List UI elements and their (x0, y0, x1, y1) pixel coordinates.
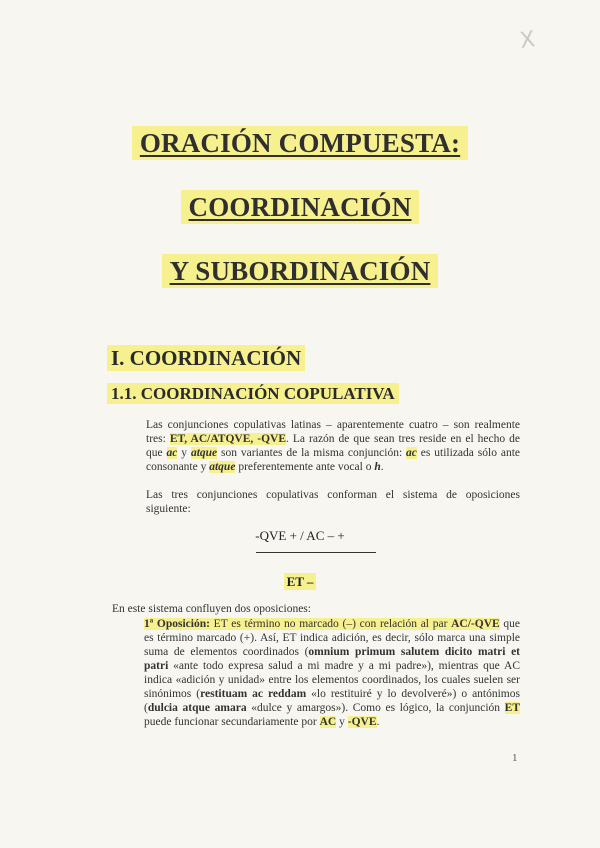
section-subheading: 1.1. COORDINACIÓN COPULATIVA (107, 384, 399, 404)
section-heading: I. COORDINACIÓN (107, 346, 305, 371)
title-text-1: ORACIÓN COMPUESTA: (132, 126, 468, 160)
et-line: ET – (0, 574, 600, 590)
formula-divider (256, 552, 376, 553)
page-number: 1 (512, 752, 518, 764)
opposition-1: 1ª Oposición: ET es término no marcado (–) con relación al par AC/-QVE que es término marcado (+). Así, ET indica adición, es decir, sólo marca una simple suma de elementos coordinados (omnium primum salutem dicito matri et patri «ante todo expresa salud a mi madre y a mi padre»), mientras que AC indica «adición y unidad» entre los elementos coordinados, los cuales suelen ser sinónimos (restituam ac reddam «lo restituiré y lo devolveré») o antónimos (dulcia atque amara «dulce y amargos»). Como es lógico, la conjunción ET puede funcionar secundariamente por AC y -QVE. (144, 618, 521, 728)
title-text-3: Y SUBORDINACIÓN (162, 254, 439, 288)
paragraph-1: Las conjunciones copulativas latinas – aparentemente cuatro – son realmente tres: ET, AC/ATQVE, -QVE. La razón de que sean tres reside en el hecho de que ac y atque son variantes de la misma conjunción: ac es utilizada sólo ante consonante y atque preferentemente ante vocal o h. (146, 419, 521, 473)
title-line-1 (0, 128, 600, 159)
opposition-1-label: 1ª Oposición: (144, 618, 210, 630)
title-line-3 (0, 256, 600, 287)
paragraph-2: Las tres conjunciones copulativas conforman el sistema de oposiciones siguiente: (146, 489, 520, 515)
oppositions-intro: En este sistema confluyen dos oposiciones: (112, 603, 311, 615)
corner-handwritten-mark: X (518, 27, 537, 54)
opposition-formula: -QVE + / AC – + (255, 528, 345, 543)
title-line-2 (0, 192, 600, 223)
title-text-2: COORDINACIÓN (181, 190, 420, 224)
